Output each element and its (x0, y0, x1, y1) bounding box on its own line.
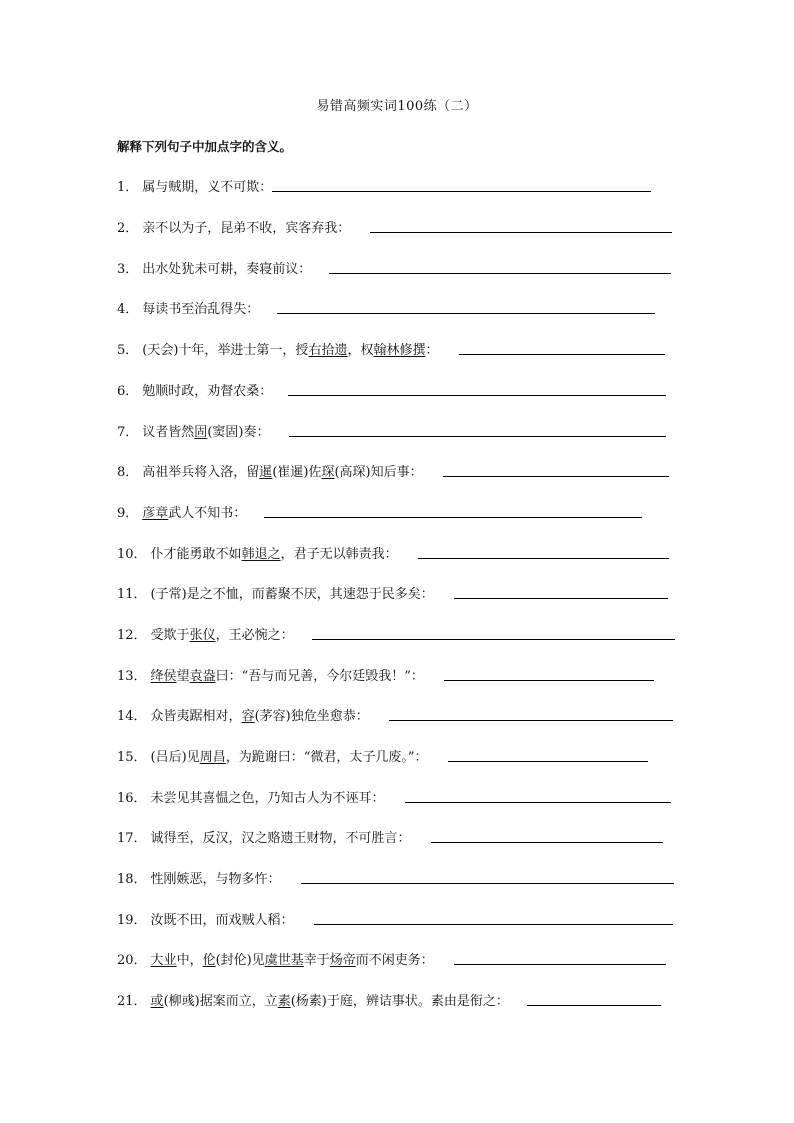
question-text-part: 幸于 (303, 953, 330, 968)
question-text-part: ，王必惋之： (215, 628, 294, 643)
question-19 (117, 908, 673, 928)
question-text-part: ，为跪谢曰：“微君，太子几废。”： (225, 750, 428, 765)
question-number: 3． (117, 262, 139, 277)
question-16 (117, 786, 671, 806)
instruction: 解释下列句子中加点字的含义。 (117, 139, 293, 154)
answer-line[interactable] (389, 720, 673, 721)
underlined-term: 韩退之 (241, 547, 281, 562)
answer-line[interactable] (454, 964, 666, 965)
question-1 (117, 175, 651, 195)
question-18 (117, 867, 674, 887)
question-text: 汝既不田，而戏贼人稻： (150, 913, 294, 928)
underlined-term: 容 (241, 709, 255, 724)
answer-line[interactable] (314, 924, 673, 925)
answer-line[interactable] (264, 517, 642, 518)
answer-line[interactable] (329, 273, 671, 274)
question-text-part: (茅容)独危坐愈恭： (254, 709, 369, 724)
question-number: 18． (117, 872, 147, 887)
answer-line[interactable] (288, 395, 666, 396)
question-text-part: (吕后)见 (150, 750, 200, 765)
question-number: 1． (117, 180, 139, 195)
question-text-part: (柳彧)据案而立，立 (163, 994, 278, 1009)
answer-line[interactable] (431, 842, 663, 843)
question-number: 16． (117, 791, 147, 806)
answer-line[interactable] (444, 680, 654, 681)
question-17 (117, 826, 663, 846)
answer-line[interactable] (289, 436, 666, 437)
question-text: 诚得至，反汉，汉之赂遗王财物，不可胜言： (150, 831, 411, 846)
question-21 (117, 989, 661, 1009)
underlined-term: 炀帝 (329, 953, 356, 968)
question-text: 勉顺时政，劝督农桑： (142, 384, 273, 399)
underlined-term: 或 (150, 994, 164, 1009)
question-number: 10． (117, 547, 147, 562)
question-text-part: (高琛)知后事： (334, 465, 423, 480)
question-text-part: ，权 (347, 343, 374, 358)
answer-line[interactable] (418, 558, 669, 559)
answer-line[interactable] (443, 476, 669, 477)
question-text: 未尝见其喜愠之色，乃知古人为不诬耳： (150, 791, 385, 806)
question-number: 6． (117, 384, 139, 399)
question-number: 12． (117, 628, 147, 643)
question-15 (117, 745, 648, 765)
underlined-term: 素 (277, 994, 291, 1009)
question-text-part: 高祖举兵将入洛，留 (142, 465, 260, 480)
underlined-term: 张仪 (189, 628, 216, 643)
question-text: 每读书至治乱得失： (142, 302, 260, 317)
question-12 (117, 623, 675, 643)
question-6 (117, 379, 666, 399)
answer-line[interactable] (459, 354, 665, 355)
question-number: 11． (117, 587, 147, 602)
question-text-part: 众皆夷踞相对， (150, 709, 242, 724)
underlined-term: 固 (194, 425, 208, 440)
underlined-term: 右拾遗 (308, 343, 348, 358)
question-text: 性刚嫉恶，与物多忤： (150, 872, 281, 887)
question-text: 出水处犹未可耕，奏寝前议： (142, 262, 312, 277)
question-14 (117, 704, 673, 724)
question-text: 亲不以为子，昆弟不收，宾客弃我： (142, 221, 351, 236)
question-4 (117, 297, 655, 317)
underlined-term: 暹 (259, 465, 273, 480)
question-text-part: (封伦)见 (215, 953, 265, 968)
question-text-part: 而不闲吏务： (355, 953, 434, 968)
question-text-part: 仆才能勇敢不如 (150, 547, 242, 562)
question-2 (117, 216, 672, 236)
question-text-part: 曰：“吾与而兄善，今尔廷毁我！”： (215, 669, 424, 684)
question-13 (117, 664, 654, 684)
question-text: (子常)是之不恤，而蓄聚不厌，其速怨于民多矣： (150, 587, 434, 602)
question-text-part: (杨素)于庭，辨诘事状。素由是衔之： (290, 994, 509, 1009)
answer-line[interactable] (454, 598, 668, 599)
question-20 (117, 948, 666, 968)
answer-line[interactable] (272, 191, 651, 192)
question-text-part: 中， (176, 953, 203, 968)
question-number: 7． (117, 425, 139, 440)
page-title: 易错高频实词100练（二） (316, 99, 478, 114)
question-number: 8． (117, 465, 139, 480)
underlined-term: 琛 (321, 465, 335, 480)
question-text-part: ： (425, 343, 439, 358)
question-text-part: 受欺于 (150, 628, 190, 643)
question-text: 属与贼期，义不可欺： (142, 180, 273, 195)
question-number: 14． (117, 709, 147, 724)
question-8 (117, 460, 669, 480)
question-number: 9． (117, 506, 139, 521)
underlined-term: 大业 (150, 953, 177, 968)
question-text-part: (天会)十年，举进士第一，授 (142, 343, 309, 358)
question-text-part: 望 (176, 669, 190, 684)
question-text-part: 武人不知书： (168, 506, 247, 521)
underlined-term: 虞世基 (264, 953, 304, 968)
question-text-part: (窦固)奏： (207, 425, 270, 440)
underlined-term: 彦章 (142, 506, 169, 521)
answer-line[interactable] (405, 802, 671, 803)
question-number: 21． (117, 994, 147, 1009)
answer-line[interactable] (527, 1005, 661, 1006)
question-number: 2． (117, 221, 139, 236)
question-text-part: (崔暹)佐 (272, 465, 322, 480)
question-9 (117, 501, 642, 521)
underlined-term: 袁盎 (189, 669, 216, 684)
question-number: 5． (117, 343, 139, 358)
question-text-part: 议者皆然 (142, 425, 195, 440)
question-text-part: ，君子无以韩责我： (280, 547, 398, 562)
question-number: 20． (117, 953, 147, 968)
underlined-term: 伦 (202, 953, 216, 968)
question-5 (117, 338, 665, 358)
question-number: 4． (117, 302, 139, 317)
answer-line[interactable] (277, 313, 655, 314)
question-7 (117, 420, 666, 440)
underlined-term: 翰林修撰 (373, 343, 426, 358)
answer-line[interactable] (312, 639, 675, 640)
question-11 (117, 582, 668, 602)
question-number: 19． (117, 913, 147, 928)
question-number: 17． (117, 831, 147, 846)
underlined-term: 绛侯 (150, 669, 177, 684)
answer-line[interactable] (370, 232, 672, 233)
question-number: 13． (117, 669, 147, 684)
answer-line[interactable] (301, 883, 674, 884)
question-number: 15． (117, 750, 147, 765)
question-3 (117, 257, 671, 277)
question-10 (117, 542, 669, 562)
answer-line[interactable] (448, 761, 648, 762)
underlined-term: 周昌 (199, 750, 226, 765)
